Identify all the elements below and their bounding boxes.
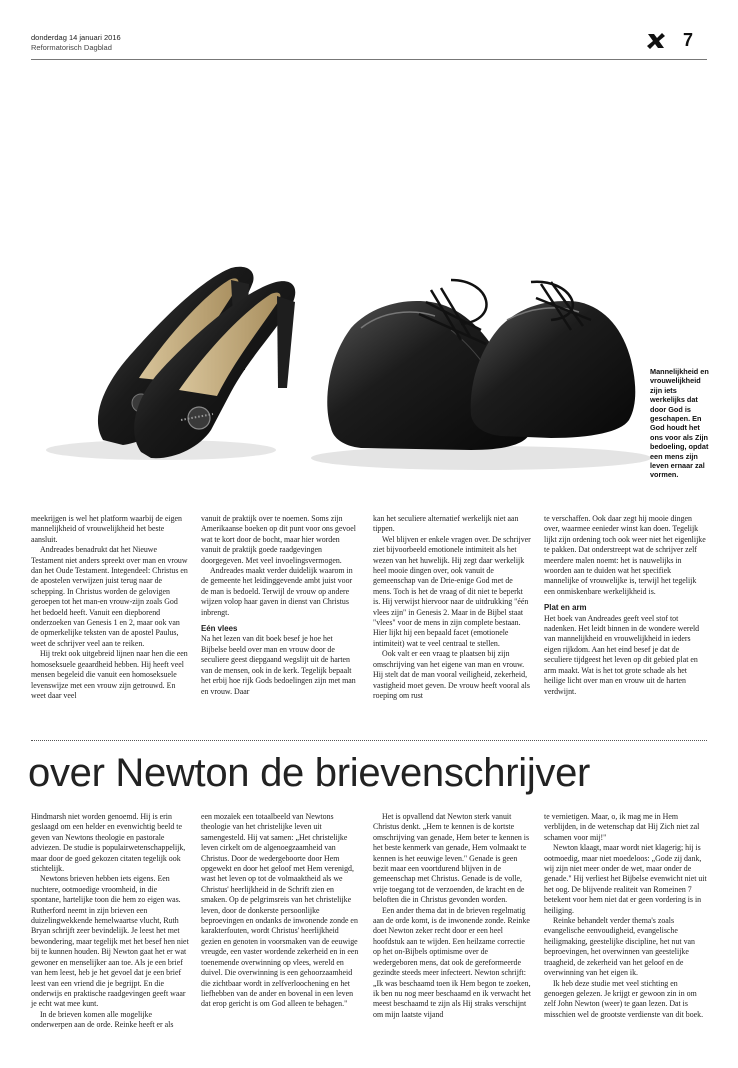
upper-column-3 (373, 514, 531, 701)
header-rule (31, 59, 707, 60)
paragraph: In de brieven komen alle mogelijke onderwerpen aan de orde. Reinke heeft er als (31, 1009, 174, 1030)
paragraph: Het boek van Andreades geeft veel stof tot nadenken. Het leidt binnen in de wondere wereld van mannelijkheid en vrouwelijkheid in ieders eigen rijkdom. Aan het eind besef je dat de seculiere tijdgeest het leven op dit gebied plat en arm maakt. Wat is het tot grote schade als het heilige licht over man en vrouw uit de harten verdwijnt. (544, 613, 700, 696)
paragraph: Hij trekt ook uitgebreid lijnen naar hen die een homoseksuele geaardheid hebben. Hij heeft veel mensen begeleid die vanuit een homoseksuele levenswijze met een vrouw zijn getrouwd. En weet daar veel (31, 649, 188, 700)
header-date: donderdag 14 januari 2016 (31, 33, 121, 42)
photo-caption: Mannelijkheid en vrouwelijkheid zijn iets werkelijks dat door God is geschapen. En God houdt het ons voor als Zijn bedoeling, opdat een mens zijn leven ernaar zal vormen. (650, 367, 709, 480)
rd-logo-icon (646, 31, 666, 51)
paragraph: Newton klaagt, maar wordt niet klagerig; hij is ootmoedig, maar niet moedeloos: „Gode zij dank, wij zijn niet meer onder de wet, maar onder de genade." Hij verliest het Bijbelse evenwicht niet uit het oog. De blijvende realiteit van Romeinen 7 betekent voor hem niet dat er geen vordering is in heiliging. (544, 843, 707, 915)
paragraph: Ook valt er een vraag te plaatsen bij zijn omschrijving van het eigene van man en vrouw. Hij stelt dat de man vooral veiligheid, zekerheid, vastigheid moet geven. De vrouw heeft vooral als roeping om rust (373, 649, 530, 700)
paragraph: kan het seculiere alternatief werkelijk niet aan tippen. (373, 514, 519, 534)
page-number: 7 (683, 30, 694, 50)
paragraph: te vernietigen. Maar, o, ik mag me in Hem verblijden, in de wetenschap dat Hij Zich niet zal schamen voor mij!" (544, 812, 700, 842)
upper-column-4 (544, 514, 707, 697)
paragraph: Een ander thema dat in de brieven regelmatig aan de orde komt, is de inwonende zonde. Reinke doet Newton zeker recht door er een heel hoofdstuk aan te wijden. Een heilzame correctie op het on-Bijbels optimisme over de wedergeboren mens, dat ook de gereformeerde gezindte steeds meer infecteert. Newton schrijft: „Ik was beschaamd toen ik Hem begon te zoeken, ik ben nu nog meer beschaamd en ik verwacht het meest beschaamd te zijn als Hij straks verschijnt om mijn laatste vijand (373, 905, 531, 1019)
lower-column-3 (373, 812, 531, 1020)
paragraph: Het is opvallend dat Newton sterk vanuit Christus denkt. „Hem te kennen is de kortste omschrijving van genade, Hem beter te kennen is het beste kenmerk van genade, Hem volmaakt te kennen is het eeuwige leven." Genade is geen bezit maar een voortdurend blijven in de gemeenschap met Christus. Genade is de volle, vrije toegang tot de verzoenden, de kracht en de beloften die in Christus gevonden worden. (373, 812, 530, 905)
subheading-een-vlees: Eén vlees (201, 624, 238, 634)
lower-column-2 (201, 812, 359, 1010)
upper-column-2 (201, 514, 359, 697)
paragraph: Andreades benadrukt dat het Nieuwe Testament niet anders spreekt over man en vrouw dan het Oude Testament. Integendeel: Christus en de apostelen verwijzen juist terug naar de schepping. In Christus worden de gelovigen geroepen tot het man-en vrouw-zijn zoals God het bedoeld heeft. Vanuit een diepborend onderzoeken van Genesis 1 en 2, maar ook van de opmerkelijke teksten van de apostel Paulus, weet de schrijver veel aan te reiken. (31, 545, 188, 648)
paragraph: Na het lezen van dit boek besef je hoe het Bijbelse beeld over man en vrouw door de seculiere geest diepgaand wegslijt uit de harten van de mensen, ook in de kerk. Tegelijk bepaalt het erbij hoe rijk Gods bedoelingen zijn met man en vrouw. Daar (201, 634, 356, 696)
headline: over Newton de brievenschrijver (28, 751, 591, 795)
section-divider (31, 740, 707, 741)
paragraph: Newtons brieven hebben iets eigens. Een nuchtere, ootmoedige vroomheid, in die spontane, hartelijke toon die hem zo eigen was. Rutherford neemt in zijn brieven een duizelingwekkende hemelwaartse vlucht, Ruth Bryan schrijft zeer bevindelijk. Je leest het met bewondering, maar tegelijk met het besef hen niet bij te kunnen houden. Bij Newton gaat het er wat gewoner en menselijker aan toe. Als je een brief van hem leest, heb je het gevoel dat je een brief leest van een vriend die je begrijpt. En die onderwijs en praktische raadgevingen geeft waar je echt wat mee kunt. (31, 874, 189, 1009)
upper-column-1 (31, 514, 189, 701)
paragraph: Wel blijven er enkele vragen over. De schrijver ziet bijvoorbeeld emotionele intimiteit als het wezen van het huwelijk. Hij zegt daar werkelijk heel mooie dingen over, ook vanuit de gemeenschap van de Drie-enige God met de mens. Toch is het de vraag of dit niet te beperkt is. Hij verwijst hiervoor naar de uitdrukking "één vlees zijn" in Genesis 2. Maar in de Bijbel staat "vlees" voor de mens in zijn complete bestaan. Hier lijkt hij een bepaald facet (emotionele intimiteit) wat te veel centraal te stellen. (373, 534, 531, 648)
paragraph: te verschaffen. Ook daar zegt hij mooie dingen over, waarmee eenieder winst kan doen. Tegelijk lijkt zijn ordening toch ook weer niet het eigenlijke te pakken. Dat onderstreept wat de schrijver zelf meerdere malen noemt: het is nauwelijks in woorden aan te duiden wat het specifiek mannelijke of vrouwelijke is, terwijl het tegelijk een onmiskenbare werkelijkheid is. (544, 514, 706, 596)
paragraph: Hindmarsh niet worden genoemd. Hij is erin geslaagd om een helder en evenwichtig beeld te geven van Newtons theologie en pastorale adviezen. De studie is populairwetenschappelijk, maar door de goed gekozen citaten tegelijk ook stichtelijk. (31, 812, 186, 874)
lower-column-1 (31, 812, 189, 1031)
paragraph: Reinke behandelt verder thema's zoals evangelische eenvoudigheid, evangelische heiligmaking, geestelijke discipline, het nut van beproevingen, het overwinnen van geestelijke traagheid, de zekerheid van het geloof en de overwinning van het eigen ik. (544, 916, 695, 978)
paragraph: meekrijgen is wel het platform waarbij de eigen mannelijkheid of vrouwelijkheid het beste aansluit. (31, 514, 182, 544)
subheading-plat-en-arm: Plat en arm (544, 603, 587, 613)
paragraph: Andreades maakt verder duidelijk waarom in de gemeente het leidinggevende ambt juist voor de man is bedoeld. Terwijl de vrouw op andere wijzen volop haar gaven in dienst van Christus inbrengt. (201, 566, 353, 617)
paragraph: Ik heb deze studie met veel stichting en genoegen gelezen. Je krijgt er gewoon zin in om zelf John Newton (weer) te gaan lezen. Dat is misschien wel de grootste verdienste van dit boek. (544, 978, 704, 1019)
shoes-photo (31, 220, 651, 508)
lower-column-4 (544, 812, 707, 1020)
womens-pumps (46, 267, 295, 460)
header-paper-name: Reformatorisch Dagblad (31, 43, 112, 52)
paragraph: een mozaïek een totaalbeeld van Newtons theologie van het christelijke leven uit samengesteld. Hij vat samen: „Het christelijke leven cirkelt om de algenoegzaamheid van Christus. Door de wedergeboorte door Hem opgewekt en door het geloof met Hem verenigd, wast het leven op tot de volmaaktheid als we Christus' heerlijkheid in de Schrift zien en smaken. Op de pelgrimsreis van het christelijke leven, door de donkerste persoonlijke beproevingen en ondanks de inwonende zonde en karakterfouten, wordt Christus' heerlijkheid gezien en genoten in voorsmaken van de eeuwige vreugde, een vaster wordende zekerheid en in een toenemende overwinning op vlees, wereld en duivel. Die overwinning is een gehoorzaamheid die zichtbaar wordt in zelfverloochening en het liefhebben van de ander en bovenal in een leven dat erop gericht is om God alleen te behagen." (201, 812, 359, 1009)
paragraph: vanuit de praktijk over te noemen. Soms zijn Amerikaanse boeken op dit punt voor ons gevoel wat te kort door de bocht, maar hier worden vanuit de praktijk goede raadgevingen doorgegeven. Met veel invoelingsvermogen. (201, 514, 356, 565)
mens-oxfords (311, 280, 651, 470)
